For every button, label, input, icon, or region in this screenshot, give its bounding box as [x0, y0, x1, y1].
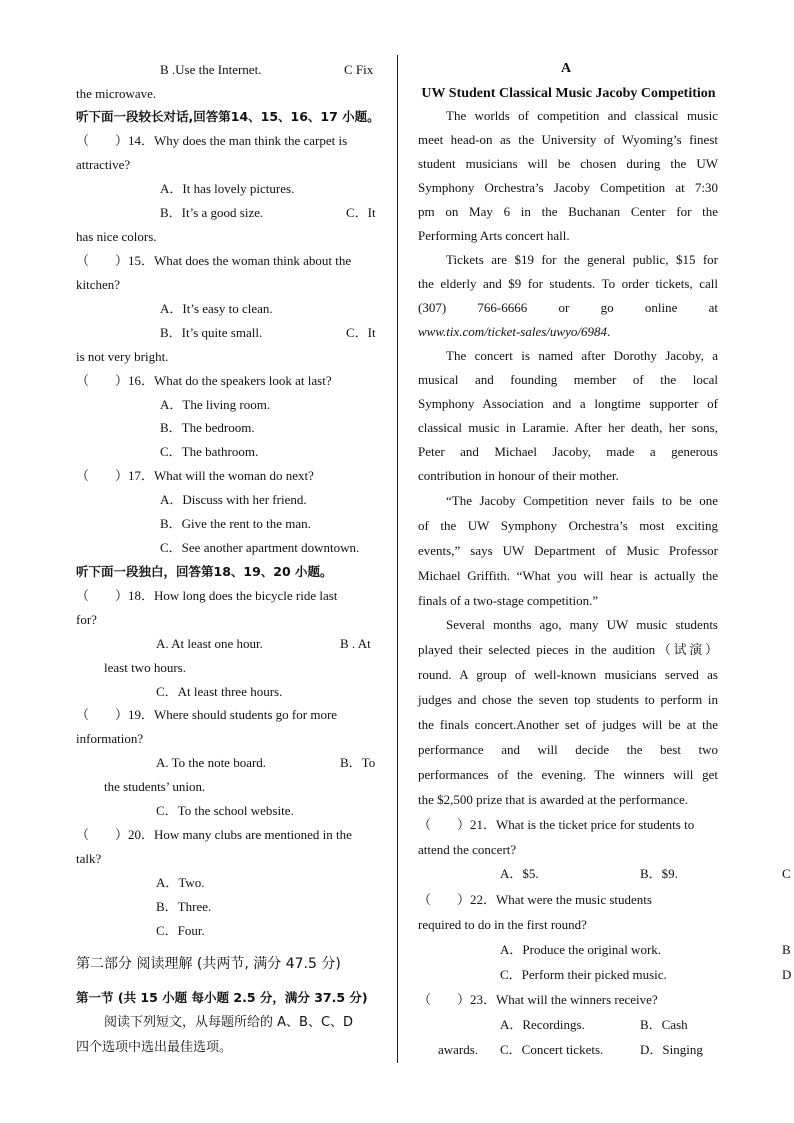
q22-option-b: B — [782, 942, 791, 957]
q17-option-a: A．Discuss with her friend. — [160, 492, 307, 507]
q15-option-a: A．It’s easy to clean. — [160, 301, 273, 316]
p4-line1: “The Jacoby Competition never fails to be one — [446, 493, 718, 508]
p2-end: . — [606, 324, 611, 339]
q20-option-a: A．Two. — [156, 875, 205, 890]
q17-option-c: C．See another apartment downtown. — [160, 540, 360, 555]
q14-option-a: A．It has lovely pictures. — [160, 181, 295, 196]
p4-line4: Michael Griffith. “What you will hear is actually the — [418, 568, 718, 583]
p3-line3: Symphony Association and a longtime supporter of — [418, 396, 718, 411]
q18-option-c: C．At least three hours. — [156, 684, 283, 699]
q16-option-a: A．The living room. — [160, 397, 271, 412]
q22-option-c: C．Perform their picked music. — [500, 967, 667, 982]
p1-line1: The worlds of competition and classical music — [446, 108, 718, 123]
q20-stem-cont: talk? — [76, 851, 102, 866]
q15-stem: （ ）15．What does the woman think about the — [76, 253, 352, 268]
q21-option-c: C — [782, 866, 791, 881]
q15-option-c-cont: is not very bright. — [76, 349, 169, 364]
dialog-instruction: 听下面一段较长对话,回答第14、15、16、17 小题。 — [76, 109, 380, 124]
passage-label: A — [561, 61, 572, 76]
p2-line3: (307) 766-6666 or go online at — [418, 300, 718, 315]
q13-option-c: C Fix — [344, 62, 374, 77]
q16-option-c: C．The bathroom. — [160, 444, 259, 459]
q13-option-b: B .Use the Internet. — [160, 62, 262, 77]
column-divider — [397, 55, 398, 1063]
part2-heading: 第二部分 阅读理解 (共两节, 满分 47.5 分) — [76, 956, 341, 972]
q18-option-a: A. At least one hour. — [156, 636, 263, 651]
q14-option-c-cont: has nice colors. — [76, 229, 157, 244]
q14-stem: （ ）14．Why does the man think the carpet is — [76, 133, 348, 148]
p3-line4: classical music in Laramie. After her death, her sons, — [418, 420, 718, 435]
p5-line2: played their selected pieces in the audition（试演） — [418, 642, 718, 657]
p5-line7: performances of the evening. The winners will get — [418, 767, 718, 782]
q15-option-c: C．It — [346, 325, 376, 340]
q23-option-d: D．Singing — [640, 1042, 703, 1057]
p5-line8: the $2,500 prize that is awarded at the performance. — [418, 792, 688, 807]
p3-line2: musical and founding member of the local — [418, 372, 718, 387]
p4-line2: of the UW Symphony Orchestra’s most exciting — [418, 518, 718, 533]
q23-option-c: C．Concert tickets. — [500, 1042, 604, 1057]
q14-option-b: B．It’s a good size. — [160, 205, 264, 220]
q18-option-b-cont: least two hours. — [104, 660, 186, 675]
q15-stem-cont: kitchen? — [76, 277, 121, 292]
q22-stem: （ ）22．What were the music students — [418, 892, 652, 907]
q22-stem-cont: required to do in the first round? — [418, 917, 587, 932]
p1-line2: meet head-on as the University of Wyoming’s finest — [418, 132, 718, 147]
ticket-url: www.tix.com/ticket-sales/uwyo/6984 — [418, 324, 607, 339]
reading-instruction-line2: 四个选项中选出最佳选项。 — [76, 1040, 233, 1055]
p2-line4 — [418, 324, 610, 340]
q19-stem: （ ）19．Where should students go for more — [76, 707, 338, 722]
p1-line6: Performing Arts concert hall. — [418, 228, 570, 243]
q19-stem-cont: information? — [76, 731, 144, 746]
q15-option-b: B．It’s quite small. — [160, 325, 263, 340]
q21-stem-cont: attend the concert? — [418, 842, 517, 857]
q20-stem: （ ）20．How many clubs are mentioned in the — [76, 827, 352, 842]
p3-line1: The concert is named after Dorothy Jacoby, a — [446, 348, 718, 363]
p2-line1: Tickets are $19 for the general public, $15 for — [446, 252, 718, 267]
q21-option-b: B．$9. — [640, 866, 678, 881]
p3-line5: Peter and Michael Jacoby, made a generous — [418, 444, 718, 459]
p3-line6: contribution in honour of their mother. — [418, 468, 619, 483]
q23-option-a: A．Recordings. — [500, 1017, 585, 1032]
p5-line6: performance and will decide the best two — [418, 742, 718, 757]
p1-line5: pm on May 6 in the Buchanan Center for the — [418, 204, 718, 219]
section1-heading: 第一节 (共 15 小题 每小题 2.5 分，满分 37.5 分) — [76, 990, 368, 1005]
p5-line1: Several months ago, many UW music students — [446, 617, 718, 632]
p4-line5: finals of a two-stage competition.” — [418, 593, 599, 608]
q23-stem: （ ）23．What will the winners receive? — [418, 992, 658, 1007]
q23-option-b-cont: awards. — [438, 1042, 479, 1057]
p5-line4: judges and chose the seven top students to perform in — [418, 692, 718, 707]
p1-line3: student musicians will be chosen during the UW — [418, 156, 718, 171]
q13-option-c-cont: the microwave. — [76, 86, 157, 101]
q22-option-d: D — [782, 967, 792, 982]
q23-option-b: B．Cash — [640, 1017, 688, 1032]
q17-option-b: B．Give the rent to the man. — [160, 516, 311, 531]
q17-stem: （ ）17．What will the woman do next? — [76, 468, 314, 483]
p5-line3: round. A group of well-known musicians served as — [418, 667, 718, 682]
q16-stem: （ ）16．What do the speakers look at last? — [76, 373, 332, 388]
q19-option-b: B．To — [340, 755, 376, 770]
q19-option-b-cont: the students’ union. — [104, 779, 206, 794]
p5-line5: the finals concert.Another set of judges will be at the — [418, 717, 718, 732]
q21-stem: （ ）21．What is the ticket price for students to — [418, 817, 695, 832]
p4-line3: events,” says UW Department of Music Professor — [418, 543, 718, 558]
q16-option-b: B．The bedroom. — [160, 420, 255, 435]
passage-title: UW Student Classical Music Jacoby Competition — [421, 86, 716, 101]
p2-line2: the elderly and $9 for students. To order tickets, call — [418, 276, 718, 291]
q14-stem-cont: attractive? — [76, 157, 131, 172]
q20-option-c: C．Four. — [156, 923, 205, 938]
q19-option-a: A. To the note board. — [156, 755, 267, 770]
q18-stem: （ ）18．How long does the bicycle ride last — [76, 588, 338, 603]
q18-option-b: B . At — [340, 636, 371, 651]
q20-option-b: B．Three. — [156, 899, 212, 914]
p1-line4: Symphony Orchestra’s Jacoby Competition at 7:30 — [418, 180, 718, 195]
q18-stem-cont: for? — [76, 612, 97, 627]
monologue-instruction: 听下面一段独白，回答第18、19、20 小题。 — [76, 564, 333, 579]
reading-instruction-line1: 阅读下列短文，从每题所给的 A、B、C、D — [104, 1015, 354, 1030]
q22-option-a: A．Produce the original work. — [500, 942, 662, 957]
q21-option-a: A．$5. — [500, 866, 539, 881]
q19-option-c: C．To the school website. — [156, 803, 294, 818]
q14-option-c: C．It — [346, 205, 376, 220]
